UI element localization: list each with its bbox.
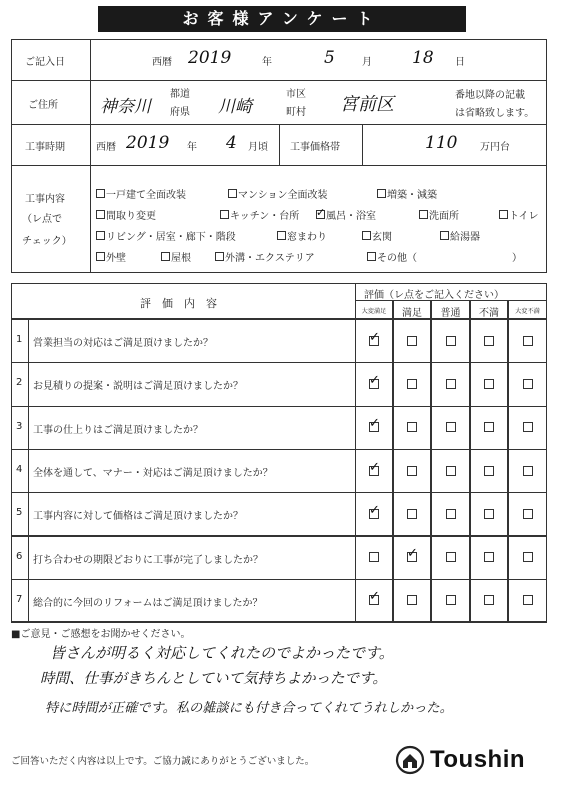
work-option[interactable] bbox=[367, 249, 417, 264]
scale-header-cell bbox=[355, 300, 393, 319]
work-option[interactable] bbox=[220, 207, 299, 222]
work-option-label: 玄関 bbox=[372, 232, 392, 243]
pref-unit-bottom: 府県 bbox=[170, 107, 190, 118]
pref-unit-top: 都道 bbox=[170, 89, 190, 100]
work-content-label-3: チェック） bbox=[22, 236, 72, 247]
rating-checkbox[interactable] bbox=[369, 552, 379, 562]
check-mark-icon: ✓ bbox=[407, 546, 418, 562]
work-option-label: リビング・居室・廊下・階段 bbox=[106, 232, 236, 243]
work-option-label: 一戸建て全面改装 bbox=[106, 190, 186, 201]
comment-line-3: 特に時間が正確です。私の雑談にも付き合ってくれてうれしかった。 bbox=[45, 701, 453, 716]
work-option[interactable] bbox=[161, 249, 191, 264]
scale-label: 普通 bbox=[440, 308, 461, 319]
work-option[interactable] bbox=[277, 228, 327, 243]
rating-checkbox[interactable] bbox=[446, 552, 456, 562]
work-option-label: トイレ bbox=[509, 211, 539, 222]
question-number: 5 bbox=[16, 507, 23, 519]
question-number: 3 bbox=[16, 420, 23, 432]
work-option-label: キッチン・台所 bbox=[230, 211, 300, 222]
checkbox-icon[interactable] bbox=[277, 231, 286, 240]
work-option[interactable] bbox=[440, 228, 480, 243]
checkbox-icon[interactable] bbox=[96, 210, 105, 219]
work-content-label-2: （レ点で bbox=[22, 214, 62, 225]
work-option[interactable] bbox=[512, 249, 522, 264]
question-number: 7 bbox=[16, 593, 23, 605]
rating-checkbox[interactable] bbox=[407, 595, 417, 605]
address-label: ご住所 bbox=[28, 100, 58, 111]
scale-header-cell bbox=[431, 300, 470, 319]
survey-heading: 評 価 内 容 bbox=[140, 297, 217, 310]
work-option-label: 窓まわり bbox=[287, 232, 327, 243]
work-option-label: 風呂・浴室 bbox=[326, 211, 376, 222]
rating-checkbox[interactable] bbox=[523, 379, 533, 389]
rating-checkbox[interactable] bbox=[523, 422, 533, 432]
scale-label: 不満 bbox=[479, 308, 499, 319]
rating-checkbox[interactable] bbox=[446, 379, 456, 389]
rating-checkbox[interactable] bbox=[446, 466, 456, 476]
rating-checkbox[interactable] bbox=[523, 552, 533, 562]
checkbox-icon[interactable] bbox=[220, 210, 229, 219]
work-option-label: その他（ bbox=[377, 253, 417, 264]
question-number: 2 bbox=[16, 377, 23, 389]
work-option-label: 屋根 bbox=[171, 253, 191, 264]
checkbox-icon[interactable] bbox=[96, 252, 105, 261]
address-note-1: 番地以降の記載 bbox=[455, 90, 525, 101]
check-mark-icon: ✓ bbox=[369, 372, 380, 388]
checkbox-icon[interactable] bbox=[499, 210, 508, 219]
rating-checkbox[interactable] bbox=[484, 336, 494, 346]
work-option-label: 外溝・エクステリア bbox=[225, 253, 315, 264]
rating-checkbox[interactable] bbox=[407, 379, 417, 389]
scale-header-cell bbox=[470, 300, 508, 319]
work-period-year-unit: 年 bbox=[187, 142, 197, 153]
work-period-label: 工事時期 bbox=[25, 142, 65, 153]
check-mark-icon: ✓ bbox=[369, 459, 380, 475]
question-number: 1 bbox=[16, 334, 23, 345]
comments-heading: ■ご意見・ご感想をお聞かせください。 bbox=[11, 629, 191, 640]
question-text: 工事の仕上りはご満足頂けましたか？ bbox=[33, 424, 203, 436]
scale-label: 大変不満 bbox=[515, 308, 540, 315]
work-option[interactable] bbox=[228, 186, 328, 201]
question-text: 総合的に今回のリフォームはご満足頂けましたか？ bbox=[33, 597, 263, 609]
work-option-label: マンション全面改装 bbox=[238, 190, 328, 201]
question-text: 打ち合わせの期限どおりに工事が完了しましたか？ bbox=[33, 554, 263, 566]
address-note-2: は省略致します。 bbox=[455, 108, 535, 119]
work-period-year: 2019 bbox=[126, 133, 170, 153]
work-period-month-unit: 月頃 bbox=[248, 142, 268, 153]
check-mark-icon: ✓ bbox=[369, 589, 380, 605]
brand-logo: Toushin bbox=[430, 746, 526, 773]
rating-checkbox[interactable] bbox=[446, 422, 456, 432]
entry-date-month-unit: 月 bbox=[362, 57, 372, 68]
checkbox-icon[interactable] bbox=[362, 231, 371, 240]
work-option-label: 外壁 bbox=[106, 253, 126, 264]
checkbox-icon[interactable] bbox=[440, 231, 449, 240]
rating-checkbox[interactable] bbox=[446, 509, 456, 519]
scale-header-cell bbox=[508, 300, 547, 319]
page-title: お客様アンケート bbox=[98, 6, 466, 32]
checkbox-icon[interactable] bbox=[96, 231, 105, 240]
comment-line-1: 皆さんが明るく対応してくれたのでよかったです。 bbox=[50, 644, 394, 662]
question-text: 営業担当の対応はご満足頂けましたか？ bbox=[33, 338, 213, 349]
work-option-label: 洗面所 bbox=[429, 211, 459, 222]
work-content-label-1: 工事内容 bbox=[25, 194, 65, 205]
check-mark-icon: ✓ bbox=[369, 502, 380, 518]
checkbox-icon[interactable] bbox=[367, 252, 376, 261]
house-logo-icon bbox=[395, 745, 425, 775]
work-period-month: 4 bbox=[226, 133, 237, 153]
address-town: 宮前区 bbox=[340, 94, 394, 115]
question-text: お見積りの提案・説明はご満足頂けましたか？ bbox=[33, 381, 243, 393]
rating-checkbox[interactable] bbox=[523, 509, 533, 519]
rating-checkbox[interactable] bbox=[446, 336, 456, 346]
question-number: 4 bbox=[16, 463, 23, 475]
rating-checkbox[interactable] bbox=[484, 595, 494, 605]
work-option-label: 給湯器 bbox=[450, 232, 480, 243]
rating-checkbox[interactable] bbox=[484, 422, 494, 432]
question-text: 全体を通して、マナー・対応はご満足頂けましたか？ bbox=[33, 467, 273, 479]
price-band-value: 110 bbox=[425, 133, 458, 153]
check-mark-icon: ✓ bbox=[369, 416, 380, 432]
rating-checkbox[interactable] bbox=[407, 466, 417, 476]
rating-checkbox[interactable] bbox=[484, 379, 494, 389]
rating-checkbox[interactable] bbox=[484, 509, 494, 519]
entry-date-month: 5 bbox=[324, 48, 335, 68]
work-option[interactable] bbox=[96, 249, 126, 264]
entry-date-year-unit: 年 bbox=[262, 57, 272, 68]
rating-checkbox[interactable] bbox=[523, 595, 533, 605]
rating-checkbox[interactable] bbox=[484, 552, 494, 562]
entry-date-label: ご記入日 bbox=[25, 57, 65, 68]
city-unit-top: 市区 bbox=[286, 89, 306, 100]
entry-date-year: 2019 bbox=[188, 48, 232, 68]
work-option-label: ） bbox=[512, 253, 522, 264]
address-city: 川崎 bbox=[218, 97, 252, 117]
entry-date-day-unit: 日 bbox=[455, 57, 465, 68]
work-option[interactable] bbox=[215, 249, 315, 264]
work-option[interactable] bbox=[96, 186, 186, 201]
rating-heading: 評価（レ点をご記入ください） bbox=[364, 290, 504, 301]
rating-checkbox[interactable] bbox=[407, 509, 417, 519]
checkbox-icon[interactable] bbox=[228, 189, 237, 198]
work-option[interactable] bbox=[419, 207, 459, 222]
work-option[interactable] bbox=[377, 186, 437, 201]
entry-date-row bbox=[11, 39, 547, 81]
work-option-label: 間取り変更 bbox=[106, 211, 156, 222]
work-option[interactable] bbox=[96, 207, 156, 222]
check-mark-icon: ✓ bbox=[316, 206, 326, 219]
entry-date-day: 18 bbox=[412, 48, 434, 68]
address-prefecture: 神奈川 bbox=[100, 97, 151, 117]
question-text: 工事内容に対して価格はご満足頂けましたか？ bbox=[33, 511, 243, 523]
price-band-unit: 万円台 bbox=[480, 142, 510, 153]
scale-label: 満足 bbox=[402, 308, 422, 319]
rating-checkbox[interactable] bbox=[484, 466, 494, 476]
rating-checkbox[interactable] bbox=[523, 336, 533, 346]
work-period-era: 西暦 bbox=[96, 142, 116, 153]
entry-date-era: 西暦 bbox=[152, 57, 172, 68]
checkbox-icon[interactable] bbox=[316, 206, 326, 219]
checkbox-icon[interactable] bbox=[215, 252, 224, 261]
scale-header-cell bbox=[393, 300, 431, 319]
work-option[interactable] bbox=[316, 207, 376, 222]
rating-checkbox[interactable] bbox=[407, 336, 417, 346]
checkbox-icon[interactable] bbox=[419, 210, 428, 219]
rating-checkbox[interactable] bbox=[446, 595, 456, 605]
work-option[interactable] bbox=[499, 207, 539, 222]
price-band-label: 工事価格帯 bbox=[290, 142, 340, 153]
work-option[interactable] bbox=[96, 228, 236, 243]
comment-line-2: 時間、仕事がきちんとしていて気持ちよかったです。 bbox=[40, 671, 387, 687]
check-mark-icon: ✓ bbox=[369, 329, 380, 345]
work-option-label: 増築・減築 bbox=[387, 190, 437, 201]
question-number: 6 bbox=[16, 550, 23, 562]
rating-checkbox[interactable] bbox=[407, 422, 417, 432]
checkbox-icon[interactable] bbox=[96, 189, 105, 198]
rating-checkbox[interactable] bbox=[523, 466, 533, 476]
checkbox-icon[interactable] bbox=[161, 252, 170, 261]
scale-label: 大変満足 bbox=[361, 308, 387, 315]
checkbox-icon[interactable] bbox=[377, 189, 386, 198]
work-option[interactable] bbox=[362, 228, 392, 243]
city-unit-bottom: 町村 bbox=[286, 107, 306, 118]
footer-thanks: ご回答いただく内容は以上です。ご協力誠にありがとうございました。 bbox=[11, 756, 315, 767]
